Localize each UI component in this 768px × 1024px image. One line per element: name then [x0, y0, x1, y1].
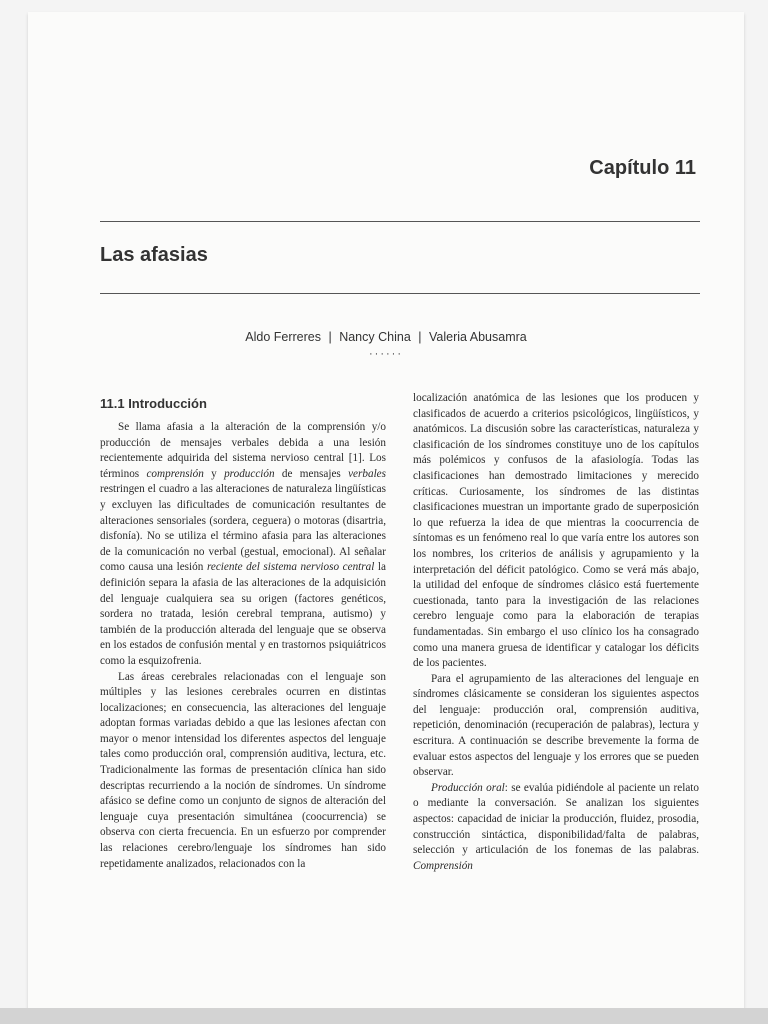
italic-term: Producción oral [431, 781, 505, 794]
author-name: Valeria Abusamra [429, 330, 527, 344]
text-run: restringen el cuadro a las alteraciones de naturaleza lingüísticas y excluyen las dificultades de comunicación resultantes de alteraciones sensoriales (sordera, ceguera) o motoras (disartria, disfonía). No se utiliza el término afasia para las alteraciones de la comunicación no verbal (gestual, emocional). Al señalar como causa una lesión [100, 483, 386, 574]
left-column [100, 396, 386, 872]
scan-bottom-edge [0, 1008, 768, 1024]
chapter-label: Capítulo 11 [589, 157, 696, 179]
text-run: : se evalúa pidiéndole al paciente un relato o mediante la conversación. Se analizan los siguientes aspectos: capacidad de iniciar la producción, fluidez, prosodia, construcción sintáctica, disponibilidad/falta de palabras, selección y articulación de los fonemas de las palabras. [413, 781, 699, 857]
author-name: Aldo Ferreres [245, 330, 321, 344]
author-separator: | [418, 330, 422, 344]
chapter-title: Las afasias [100, 244, 208, 266]
italic-term: producción [224, 467, 275, 480]
italic-term: reciente del sistema nervioso central [206, 561, 375, 574]
top-rule [100, 221, 700, 222]
section-heading: 11.1 Introducción [100, 396, 207, 411]
paragraph [100, 420, 386, 670]
paragraph: Las áreas cerebrales relacionadas con el lenguaje son múltiples y las lesiones cerebrales ocurren en distintas localizaciones; en consecuencia, las alteraciones del lenguaje adoptan formas variadas debido a que las lesiones afectan con mayor o menor intensidad los diferentes aspectos del lenguaje tales como producción oral, comprensión auditiva, lectura, etc. Tradicionalmente las formas de presentación clínica han sido descriptas recurriendo a la noción de síndromes. Un síndrome afásico se define como un conjunto de signos de alteración del lenguaje cuya presentación simultánea (coocurrencia) se observa con cierta frecuencia. En un esfuerzo por comprender las relaciones cerebro/lenguaje los síndromes han sido repetidamente analizados, relacionados con la [100, 670, 386, 870]
text-run: la definición separa la afasia de las alteraciones de la adquisición del lenguaje cualquiera sea su origen (factores genéticos, sordera no tratada, lesión cerebral temprana, autismo) y también de la producción alterada del lenguaje que se observa en los estados de confusión mental y en trastornos psiquiátricos como la esquizofrenia. [100, 561, 387, 667]
text-run: y [203, 467, 225, 480]
italic-term: comprensión [146, 467, 204, 480]
right-column [413, 391, 699, 874]
author-separator: | [328, 330, 332, 344]
text-run: de mensajes [274, 467, 349, 480]
paragraph [413, 781, 699, 875]
paragraph: Para el agrupamiento de las alteraciones del lenguaje en síndromes clásicamente se consideran los siguientes aspectos del lenguaje: producción oral, comprensión auditiva, repetición, denominación (recuperación de palabras), lectura y escritura. A continuación se describe brevemente la forma de evaluar estos aspectos del lenguaje y los errores que se pueden observar. [413, 672, 699, 779]
book-page [28, 12, 744, 1010]
italic-term: Comprensión [413, 859, 473, 872]
italic-term: verbales [348, 467, 386, 480]
author-line [28, 330, 744, 344]
paragraph: localización anatómica de las lesiones que los producen y clasificados de acuerdo a criterios psicológicos, lingüísticos, y anatómicos. La discusión sobre las características, naturaleza y clasificación de los síndromes constituye uno de los capítulos más polémicos y confusos de la afasiología. Todas las clasificaciones han demostrado limitaciones y merecido críticas. Curiosamente, los síndromes de las distintas clasificaciones muestran un importante grado de superposición lo que refuerza la idea de que mientras la coocurrencia de síntomas es un fenómeno real lo que varía entre los autores son los nombres, los criterios de análisis y agrupamiento y la interpretación del déficit patológico. Como se verá más abajo, la utilidad del enfoque de síndromes clásico está fuertemente cuestionada, tanto para la investigación de las relaciones cerebro lenguaje como para la elaboración de terapias fundamentadas. Sin embargo el uso clínico los ha consagrado como una manera gruesa de identificar y catalogar los déficits de los pacientes. [413, 392, 699, 670]
text-run: Se llama afasia a la alteración de la comprensión y/o producción de mensajes verbales debida a una lesión recientemente adquirida del sistema nervioso central [1]. Los términos [100, 421, 386, 480]
bottom-rule [100, 293, 700, 294]
author-name: Nancy China [339, 330, 411, 344]
ornament-dots: ······ [369, 348, 403, 360]
